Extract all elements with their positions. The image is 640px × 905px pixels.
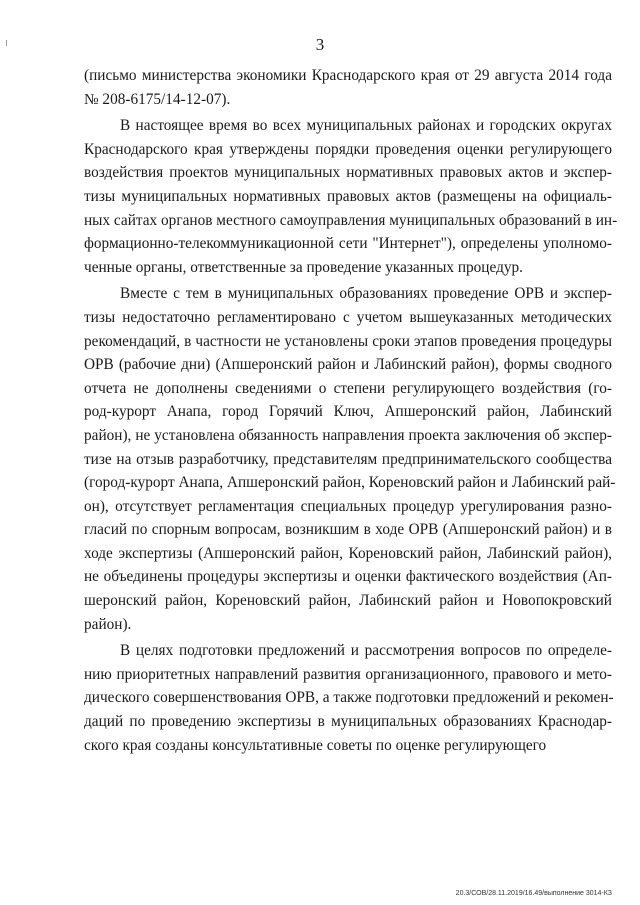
text-line: гласий по спорным вопросам, возникшим в ходе ОРВ (Апшеронский район) и в [84, 521, 612, 539]
text-line: даций по проведению экспертизы в муниципальных образованиях Краснодар- [84, 713, 612, 731]
text-line: район), не установлена обязанность направления проекта заключения об экспер- [84, 426, 612, 444]
text-line: В настоящее время во всех муниципальных районах и городских округах [120, 117, 612, 135]
text-line: В целях подготовки предложений и рассмотрения вопросов по определе- [120, 642, 612, 660]
text-line: Вместе с тем в муниципальных образованиях проведение ОРВ и экспер- [120, 285, 612, 303]
text-line: он), отсутствует регламентация специальных процедур урегулирования разно- [84, 497, 612, 515]
paragraph [84, 64, 612, 111]
text-line: рекомендаций, в частности не установлены сроки этапов проведения процедуры [84, 332, 612, 350]
text-line: отчета не дополнены сведениями о степени регулирующего воздействия (го- [84, 379, 612, 397]
text-line: ОРВ (рабочие дни) (Апшеронский район и Лабинский район), формы сводного [84, 356, 612, 374]
text-line: не объединены процедуры экспертизы и оценки фактического воздействия (Ап- [84, 568, 612, 586]
text-line: дического совершенствования ОРВ, а также подготовки предложений и рекомен- [84, 689, 614, 707]
text-line: формационно-телекоммуникационной сети "Интернет"), определены уполномо- [84, 235, 612, 253]
text-line: тизы недостаточно регламентировано с учетом вышеуказанных методических [84, 308, 612, 326]
text-line: тизы муниципальных нормативных правовых актов (размещены на официаль- [84, 187, 612, 205]
text-line: воздействия проектов муниципальных нормативных правовых актов и экспер- [84, 164, 612, 182]
text-line: № 208-6175/14-12-07). [84, 90, 231, 108]
page-number: 3 [315, 35, 325, 54]
footer-document-code: 20.3/СОВ/28.11.2019/16.49/выполнение 3014-КЗ [455, 890, 612, 897]
paragraph [84, 639, 612, 757]
text-line: нию приоритетных направлений развития организационного, правового и мето- [84, 665, 612, 683]
text-line: тизе на отзыв разработчику, представителям предпринимательского сообщества [84, 450, 612, 468]
text-line: ных сайтах органов местного самоуправления муниципальных образований в ин- [84, 211, 618, 229]
paragraph [84, 114, 618, 279]
text-line: Краснодарского края утверждены порядки проведения оценки регулирующего [84, 140, 612, 158]
text-line: (город-курорт Анапа, Апшеронский район, Кореновский район и Лабинский рай- [84, 474, 616, 492]
text-line: (письмо министерства экономики Краснодарского края от 29 августа 2014 года [84, 67, 612, 84]
text-line: род-курорт Анапа, город Горячий Ключ, Апшеронский район, Лабинский [84, 403, 612, 421]
text-line: шеронский район, Кореновский район, Лабинский район и Новопокровский [84, 592, 612, 610]
text-line: ходе экспертизы (Апшеронский район, Кореновский район, Лабинский район), [84, 544, 612, 562]
text-line: район). [84, 615, 132, 633]
body-text [84, 64, 618, 757]
text-line: ченные органы, ответственные за проведение указанных процедур. [84, 258, 523, 276]
paragraph [84, 282, 616, 636]
text-line: ского края созданы консультативные советы по оценке регулирующего [84, 736, 547, 754]
